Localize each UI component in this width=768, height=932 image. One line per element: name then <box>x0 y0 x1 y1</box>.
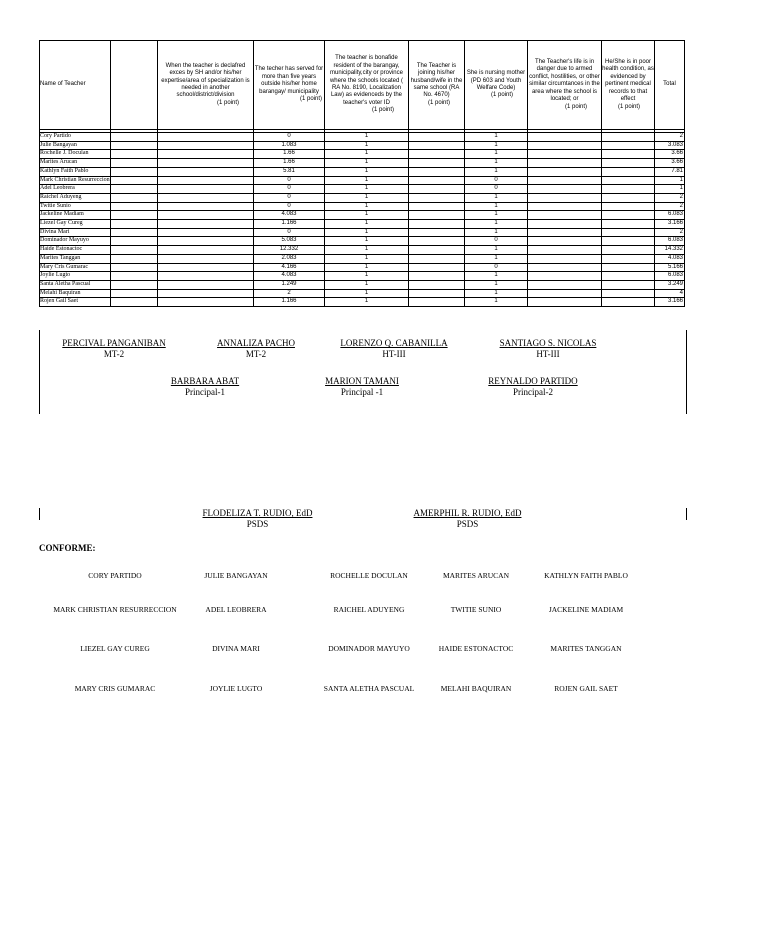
cell-criterion-1 <box>158 254 254 263</box>
cell-resident: 1 <box>325 237 409 246</box>
table-row <box>40 298 685 307</box>
cell-nursing-mother: 0 <box>465 237 528 246</box>
cell-nursing-mother: 1 <box>465 193 528 202</box>
cell-criterion-1 <box>158 211 254 220</box>
cell-criterion-1 <box>158 220 254 229</box>
cell-poor-health <box>602 133 655 142</box>
table-row <box>40 150 685 159</box>
cell-years-served: 0 <box>254 185 325 194</box>
teacher-name: Divina Mari <box>40 228 111 237</box>
cell-life-danger <box>528 298 602 307</box>
right-tick-mark <box>686 508 687 520</box>
conforme-name: CORY PARTIDO <box>88 571 142 580</box>
signatory: PERCIVAL PANGANIBAN MT-2 <box>62 338 166 359</box>
cell-blank <box>111 211 158 220</box>
cell-total: 6.083 <box>655 237 685 246</box>
cell-blank <box>111 220 158 229</box>
cell-total: 2 <box>655 202 685 211</box>
cell-life-danger <box>528 167 602 176</box>
cell-years-served: 4.083 <box>254 211 325 220</box>
header-total: Total <box>655 41 685 130</box>
table-row <box>40 159 685 168</box>
right-border-line <box>686 330 687 414</box>
cell-criterion-1 <box>158 298 254 307</box>
cell-blank <box>111 193 158 202</box>
cell-poor-health <box>602 228 655 237</box>
cell-nursing-mother: 0 <box>465 176 528 185</box>
table-row <box>40 220 685 229</box>
cell-resident: 1 <box>325 298 409 307</box>
cell-criterion-1 <box>158 280 254 289</box>
cell-joining-spouse <box>409 133 465 142</box>
cell-blank <box>111 185 158 194</box>
cell-joining-spouse <box>409 176 465 185</box>
cell-poor-health <box>602 167 655 176</box>
header-criterion-2: The techer has served for more than five years outside his/her home barangay/ municipality (1 point) <box>254 41 325 130</box>
left-border-line <box>39 330 40 414</box>
cell-poor-health <box>602 202 655 211</box>
cell-years-served: 4.083 <box>254 272 325 281</box>
cell-criterion-1 <box>158 193 254 202</box>
ranking-table <box>39 40 685 307</box>
teacher-name: Mark Christian Resurreccion <box>40 176 111 185</box>
cell-blank <box>111 246 158 255</box>
cell-resident: 1 <box>325 254 409 263</box>
cell-life-danger <box>528 263 602 272</box>
cell-years-served: 1.66 <box>254 150 325 159</box>
cell-resident: 1 <box>325 280 409 289</box>
cell-years-served: 4.166 <box>254 263 325 272</box>
signatory: BARBARA ABAT Principal-1 <box>170 376 240 397</box>
conforme-name: MARITES ARUCAN <box>442 571 510 580</box>
conforme-name: HAIDE ESTONACTOC <box>438 644 514 653</box>
cell-life-danger <box>528 254 602 263</box>
conforme-name: MARK CHRISTIAN RESURRECCION <box>53 605 177 614</box>
conforme-title: CONFORME: <box>39 543 96 553</box>
cell-resident: 1 <box>325 263 409 272</box>
cell-blank <box>111 254 158 263</box>
teacher-rows <box>40 130 685 307</box>
cell-resident: 1 <box>325 141 409 150</box>
cell-nursing-mother: 1 <box>465 133 528 142</box>
cell-poor-health <box>602 246 655 255</box>
teacher-name: Rojen Gail Saet <box>40 298 111 307</box>
table-row <box>40 176 685 185</box>
cell-years-served: 1.166 <box>254 220 325 229</box>
cell-poor-health <box>602 289 655 298</box>
cell-nursing-mother: 1 <box>465 298 528 307</box>
header-criterion-7: He/She is in poor health condition, as evidenced by pertinent medical records to that effect (1 point) <box>602 41 655 130</box>
table-row <box>40 263 685 272</box>
cell-joining-spouse <box>409 150 465 159</box>
cell-criterion-1 <box>158 202 254 211</box>
cell-resident: 1 <box>325 193 409 202</box>
table-row <box>40 133 685 142</box>
signatory: MARION TAMANI Principal -1 <box>325 376 399 397</box>
cell-years-served: 1.66 <box>254 159 325 168</box>
signatory: SANTIAGO S. NICOLAS HT-III <box>499 338 597 359</box>
cell-blank <box>111 272 158 281</box>
cell-criterion-1 <box>158 150 254 159</box>
cell-joining-spouse <box>409 289 465 298</box>
cell-life-danger <box>528 280 602 289</box>
signatory: REYNALDO PARTIDO Principal-2 <box>488 376 578 397</box>
cell-poor-health <box>602 159 655 168</box>
cell-joining-spouse <box>409 141 465 150</box>
cell-criterion-1 <box>158 246 254 255</box>
table-row <box>40 185 685 194</box>
header-criterion-5: She is nursing mother (PD 603 and Youth Welfare Code) (1 point) <box>465 41 528 130</box>
cell-resident: 1 <box>325 228 409 237</box>
table-row <box>40 280 685 289</box>
cell-criterion-1 <box>158 185 254 194</box>
header-criterion-4: The Teacher is joining his/her husband/wife in the same school (RA No. 4670) (1 point) <box>409 41 465 130</box>
cell-total: 5.166 <box>655 263 685 272</box>
cell-nursing-mother: 1 <box>465 150 528 159</box>
cell-nursing-mother: 1 <box>465 289 528 298</box>
cell-poor-health <box>602 176 655 185</box>
cell-poor-health <box>602 280 655 289</box>
cell-blank <box>111 159 158 168</box>
cell-poor-health <box>602 211 655 220</box>
cell-poor-health <box>602 237 655 246</box>
signatory: LORENZO Q. CABANILLA HT-III <box>340 338 448 359</box>
header-row <box>40 41 685 130</box>
cell-poor-health <box>602 263 655 272</box>
conforme-name: MARITES TANGGAN <box>550 644 622 653</box>
cell-life-danger <box>528 289 602 298</box>
cell-total: 3.166 <box>655 298 685 307</box>
cell-years-served: 0 <box>254 202 325 211</box>
cell-years-served: 2 <box>254 289 325 298</box>
cell-criterion-1 <box>158 141 254 150</box>
cell-joining-spouse <box>409 167 465 176</box>
cell-joining-spouse <box>409 298 465 307</box>
header-criterion-1: When the teacher is declafred exces by SH and/or his/her expertise/area of specialization is needed in another school/district/division (1 point) <box>158 41 254 130</box>
conforme-name: ROCHELLE DOCULAN <box>330 571 408 580</box>
cell-criterion-1 <box>158 289 254 298</box>
cell-total: 3.083 <box>655 141 685 150</box>
cell-poor-health <box>602 141 655 150</box>
cell-nursing-mother: 1 <box>465 202 528 211</box>
cell-nursing-mother: 1 <box>465 220 528 229</box>
teacher-name: Mary Cris Gumarac <box>40 263 111 272</box>
cell-life-danger <box>528 202 602 211</box>
cell-blank <box>111 280 158 289</box>
cell-resident: 1 <box>325 159 409 168</box>
cell-resident: 1 <box>325 150 409 159</box>
cell-criterion-1 <box>158 133 254 142</box>
signatory: AMERPHIL R. RUDIO, EdD PSDS <box>413 508 522 529</box>
cell-joining-spouse <box>409 246 465 255</box>
cell-blank <box>111 263 158 272</box>
cell-joining-spouse <box>409 193 465 202</box>
cell-joining-spouse <box>409 263 465 272</box>
table-row <box>40 211 685 220</box>
conforme-name: MARY CRIS GUMARAC <box>74 684 156 693</box>
cell-years-served: 0 <box>254 133 325 142</box>
cell-joining-spouse <box>409 228 465 237</box>
cell-joining-spouse <box>409 185 465 194</box>
cell-joining-spouse <box>409 159 465 168</box>
cell-total: 2 <box>655 193 685 202</box>
cell-total: 3.66 <box>655 150 685 159</box>
cell-criterion-1 <box>158 263 254 272</box>
cell-life-danger <box>528 237 602 246</box>
teacher-name: Liezel Gay Cureg <box>40 220 111 229</box>
table-row <box>40 141 685 150</box>
cell-joining-spouse <box>409 220 465 229</box>
teacher-name: Haide Estonactoc <box>40 246 111 255</box>
cell-years-served: 1.249 <box>254 280 325 289</box>
teacher-name: Joylie Lugto <box>40 272 111 281</box>
teacher-name: Twitie Sunio <box>40 202 111 211</box>
cell-resident: 1 <box>325 289 409 298</box>
teacher-name: Julie Bangayan <box>40 141 111 150</box>
teacher-name: Rochelle J. Doculan <box>40 150 111 159</box>
cell-total: 6.083 <box>655 211 685 220</box>
cell-poor-health <box>602 254 655 263</box>
header-criterion-6: The Teacher's life is in danger due to armed conflict, hostilities, or other similar circumtances in the area where the school is located; or (1 point) <box>528 41 602 130</box>
cell-blank <box>111 202 158 211</box>
cell-life-danger <box>528 246 602 255</box>
cell-total: 4.083 <box>655 254 685 263</box>
cell-years-served: 0 <box>254 176 325 185</box>
cell-total: 2 <box>655 228 685 237</box>
cell-total: 3.249 <box>655 280 685 289</box>
cell-years-served: 0 <box>254 228 325 237</box>
table-row <box>40 272 685 281</box>
cell-life-danger <box>528 228 602 237</box>
cell-life-danger <box>528 272 602 281</box>
cell-total: 6.083 <box>655 272 685 281</box>
conforme-name: ROJEN GAIL SAET <box>554 684 618 693</box>
cell-criterion-1 <box>158 272 254 281</box>
cell-nursing-mother: 1 <box>465 272 528 281</box>
cell-blank <box>111 176 158 185</box>
cell-total: 2 <box>655 133 685 142</box>
cell-blank <box>111 289 158 298</box>
conforme-name: KATHLYN FAITH PABLO <box>544 571 628 580</box>
cell-resident: 1 <box>325 220 409 229</box>
cell-poor-health <box>602 150 655 159</box>
cell-blank <box>111 228 158 237</box>
cell-life-danger <box>528 159 602 168</box>
cell-poor-health <box>602 185 655 194</box>
cell-nursing-mother: 0 <box>465 263 528 272</box>
table-row <box>40 228 685 237</box>
teacher-name: Dominador Mayuyo <box>40 237 111 246</box>
cell-total: 4 <box>655 289 685 298</box>
cell-blank <box>111 133 158 142</box>
cell-joining-spouse <box>409 254 465 263</box>
table-row <box>40 193 685 202</box>
conforme-name: MELAHI BAQUIRAN <box>440 684 512 693</box>
teacher-name: Raichel Aduyeng <box>40 193 111 202</box>
cell-total: 3.66 <box>655 159 685 168</box>
cell-criterion-1 <box>158 228 254 237</box>
cell-total: 14.332 <box>655 246 685 255</box>
left-tick-mark <box>39 508 40 520</box>
conforme-name: SANTA ALETHA PASCUAL <box>323 684 415 693</box>
teacher-name: Jackeline Madiam <box>40 211 111 220</box>
cell-life-danger <box>528 220 602 229</box>
cell-nursing-mother: 1 <box>465 211 528 220</box>
conforme-name: RAICHEL ADUYENG <box>333 605 405 614</box>
teacher-name: Melahi Baquiran <box>40 289 111 298</box>
cell-total: 1 <box>655 176 685 185</box>
teacher-name: Marites Arucan <box>40 159 111 168</box>
table-row <box>40 167 685 176</box>
cell-nursing-mother: 1 <box>465 228 528 237</box>
teacher-name: Marites Tanggan <box>40 254 111 263</box>
header-blank <box>111 41 158 130</box>
cell-nursing-mother: 1 <box>465 167 528 176</box>
cell-blank <box>111 237 158 246</box>
cell-blank <box>111 298 158 307</box>
signatory: ANNALIZA PACHO MT-2 <box>217 338 295 359</box>
cell-resident: 1 <box>325 272 409 281</box>
cell-poor-health <box>602 193 655 202</box>
conforme-name: JOYLIE LUGTO <box>209 684 263 693</box>
cell-nursing-mother: 1 <box>465 246 528 255</box>
cell-joining-spouse <box>409 280 465 289</box>
cell-nursing-mother: 0 <box>465 185 528 194</box>
cell-life-danger <box>528 133 602 142</box>
conforme-name: DIVINA MARI <box>212 644 260 653</box>
conforme-name: DOMINADOR MAYUYO <box>328 644 410 653</box>
conforme-name: JACKELINE MADIAM <box>548 605 624 614</box>
cell-years-served: 1.166 <box>254 298 325 307</box>
cell-resident: 1 <box>325 133 409 142</box>
cell-resident: 1 <box>325 202 409 211</box>
cell-life-danger <box>528 150 602 159</box>
cell-nursing-mother: 1 <box>465 159 528 168</box>
table-row <box>40 202 685 211</box>
cell-blank <box>111 150 158 159</box>
cell-life-danger <box>528 141 602 150</box>
table-row <box>40 289 685 298</box>
cell-criterion-1 <box>158 167 254 176</box>
cell-blank <box>111 141 158 150</box>
table-row <box>40 237 685 246</box>
cell-life-danger <box>528 193 602 202</box>
cell-total: 1 <box>655 185 685 194</box>
table-row <box>40 246 685 255</box>
cell-total: 3.166 <box>655 220 685 229</box>
cell-poor-health <box>602 272 655 281</box>
cell-joining-spouse <box>409 211 465 220</box>
cell-years-served: 1.083 <box>254 141 325 150</box>
cell-resident: 1 <box>325 185 409 194</box>
cell-joining-spouse <box>409 202 465 211</box>
cell-criterion-1 <box>158 176 254 185</box>
cell-criterion-1 <box>158 237 254 246</box>
cell-poor-health <box>602 298 655 307</box>
cell-life-danger <box>528 176 602 185</box>
teacher-name: Adel Leobrera <box>40 185 111 194</box>
cell-years-served: 5.81 <box>254 167 325 176</box>
header-name: Name of Teacher <box>40 41 111 130</box>
cell-resident: 1 <box>325 211 409 220</box>
cell-blank <box>111 167 158 176</box>
cell-resident: 1 <box>325 246 409 255</box>
table-row <box>40 254 685 263</box>
conforme-name: LIEZEL GAY CUREG <box>80 644 150 653</box>
cell-years-served: 2.083 <box>254 254 325 263</box>
cell-life-danger <box>528 185 602 194</box>
cell-years-served: 0 <box>254 193 325 202</box>
cell-nursing-mother: 1 <box>465 254 528 263</box>
cell-years-served: 5.083 <box>254 237 325 246</box>
conforme-name: JULIE BANGAYAN <box>204 571 268 580</box>
teacher-name: Kathlyn Faith Pablo <box>40 167 111 176</box>
cell-criterion-1 <box>158 159 254 168</box>
header-criterion-3: The teacher is bonafide resident of the barangay, municipality,city or province where the schools located ( RA No. 8190, Localization Law) as evidenceds by the teacher's voter ID (1 point) <box>325 41 409 130</box>
cell-total: 7.81 <box>655 167 685 176</box>
cell-nursing-mother: 1 <box>465 141 528 150</box>
conforme-name: ADEL LEOBRERA <box>205 605 267 614</box>
cell-life-danger <box>528 211 602 220</box>
cell-resident: 1 <box>325 176 409 185</box>
teacher-name: Santa Aletha Pascual <box>40 280 111 289</box>
cell-years-served: 12.332 <box>254 246 325 255</box>
cell-joining-spouse <box>409 237 465 246</box>
conforme-name: TWITIE SUNIO <box>450 605 502 614</box>
signatory: FLODELIZA T. RUDIO, EdD PSDS <box>202 508 313 529</box>
cell-joining-spouse <box>409 272 465 281</box>
cell-nursing-mother: 1 <box>465 280 528 289</box>
cell-resident: 1 <box>325 167 409 176</box>
teacher-name: Cory Partido <box>40 133 111 142</box>
cell-poor-health <box>602 220 655 229</box>
